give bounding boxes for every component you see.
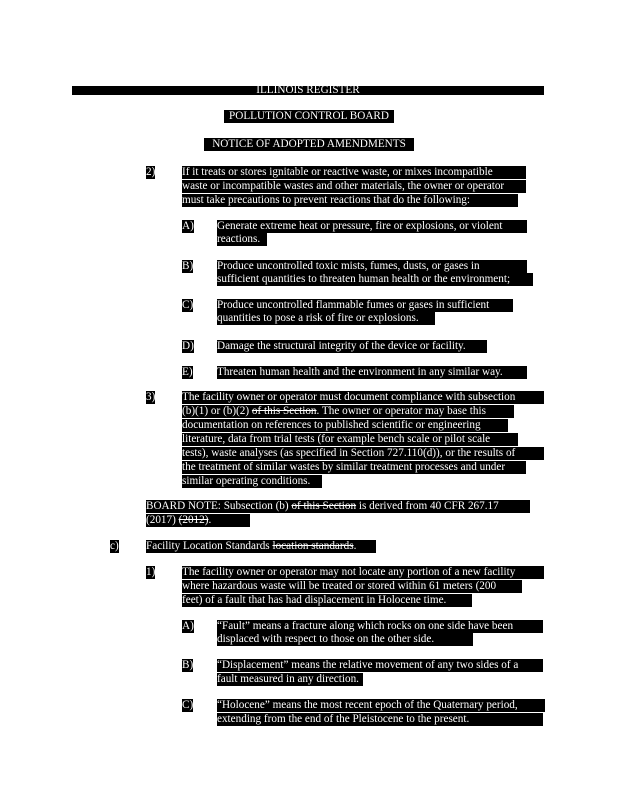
board-note-b: is derived from 40 CFR 267.17 xyxy=(356,500,499,512)
item3-line-4: literature, data from trial tests (for example bench scale or pilot scale xyxy=(182,433,518,446)
item1-b-marker: B) xyxy=(182,659,194,671)
item2-line-2: waste or incompatible wastes and other materials, the owner or operator xyxy=(182,180,526,193)
item3-line-2 xyxy=(182,405,514,418)
board-note-line-1 xyxy=(146,500,530,513)
item1-b-line-1: “Displacement” means the relative movement of any two sides of a xyxy=(217,659,543,672)
item1-c-line-1: “Holocene” means the most recent epoch of the Quaternary period, xyxy=(217,699,545,712)
item2-c-line-1: Produce uncontrolled flammable fumes or gases in sufficient xyxy=(217,299,513,312)
board-note-line-2 xyxy=(146,514,250,527)
item3-line-1: The facility owner or operator must document compliance with subsection xyxy=(182,391,544,404)
board-note-a: BOARD NOTE: Subsection (b) xyxy=(146,500,292,512)
board-note-end: . xyxy=(208,514,212,526)
item1-line-2: where hazardous waste will be treated or stored within 61 meters (200 xyxy=(182,580,522,593)
item3-line-2-a: (b)(1) or (b)(2) xyxy=(182,405,252,417)
section-c-marker: c) xyxy=(110,540,119,552)
item3-line-2-b: . The owner or operator may base this xyxy=(316,405,486,417)
item1-line-3: feet) of a fault that has had displacement in Holocene time. xyxy=(182,594,472,607)
section-c-title xyxy=(146,540,376,553)
item2-c-marker: C) xyxy=(182,299,194,311)
item2-d-marker: D) xyxy=(182,340,194,352)
board-title: POLLUTION CONTROL BOARD xyxy=(224,110,394,123)
item1-marker: 1) xyxy=(146,566,156,578)
notice-title: NOTICE OF ADOPTED AMENDMENTS xyxy=(204,138,414,151)
item2-line-1: If it treats or stores ignitable or reactive waste, or mixes incompatible xyxy=(182,166,526,179)
item2-a-line-1: Generate extreme heat or pressure, fire or explosions, or violent xyxy=(217,220,527,233)
item1-c-marker: C) xyxy=(182,699,194,711)
item3-marker: 3) xyxy=(146,391,156,403)
item2-c-line-2: quantities to pose a risk of fire or explosions. xyxy=(217,312,435,325)
item2-b-marker: B) xyxy=(182,260,194,272)
section-c-title-b: . xyxy=(353,540,357,552)
item1-a-line-1: “Fault” means a fracture along which rocks on one side have been xyxy=(217,620,543,633)
item3-line-2-strike: of this Section xyxy=(251,405,317,417)
item3-line-6: the treatment of similar wastes by similar treatment processes and under xyxy=(182,461,526,474)
item2-e-line-1: Threaten human health and the environment in any similar way. xyxy=(217,366,527,379)
register-title: ILLINOIS REGISTER xyxy=(256,84,360,96)
board-note-strike: of this Section xyxy=(291,500,357,512)
item2-a-marker: A) xyxy=(182,220,194,232)
item3-line-7: similar operating conditions. xyxy=(182,475,322,488)
item2-e-marker: E) xyxy=(182,366,193,378)
item2-b-line-1: Produce uncontrolled toxic mists, fumes, dusts, or gases in xyxy=(217,260,527,273)
item3-line-3: documentation on references to published scientific or engineering xyxy=(182,419,508,432)
item2-line-3: must take precautions to prevent reactions that do the following: xyxy=(182,194,518,207)
item1-line-1: The facility owner or operator may not locate any portion of a new facility xyxy=(182,566,544,579)
item1-a-line-2: displaced with respect to those on the other side. xyxy=(217,633,473,646)
section-c-title-strike: location standards xyxy=(272,540,354,552)
board-note-year-new: (2017) xyxy=(146,514,179,526)
item1-a-marker: A) xyxy=(182,620,194,632)
item3-line-5: tests), waste analyses (as specified in Section 727.110(d)), or the results of xyxy=(182,447,544,460)
item2-b-line-2: sufficient quantities to threaten human health or the environment; xyxy=(217,273,533,286)
item1-c-line-2: extending from the end of the Pleistocene to the present. xyxy=(217,713,543,726)
item1-b-line-2: fault measured in any direction. xyxy=(217,673,363,686)
section-c-title-a: Facility Location Standards xyxy=(146,540,273,552)
item2-a-line-2: reactions. xyxy=(217,233,267,246)
board-note-year-old: (2012) xyxy=(178,514,209,526)
item2-d-line-1: Damage the structural integrity of the device or facility. xyxy=(217,340,487,353)
item2-marker: 2) xyxy=(146,166,156,178)
